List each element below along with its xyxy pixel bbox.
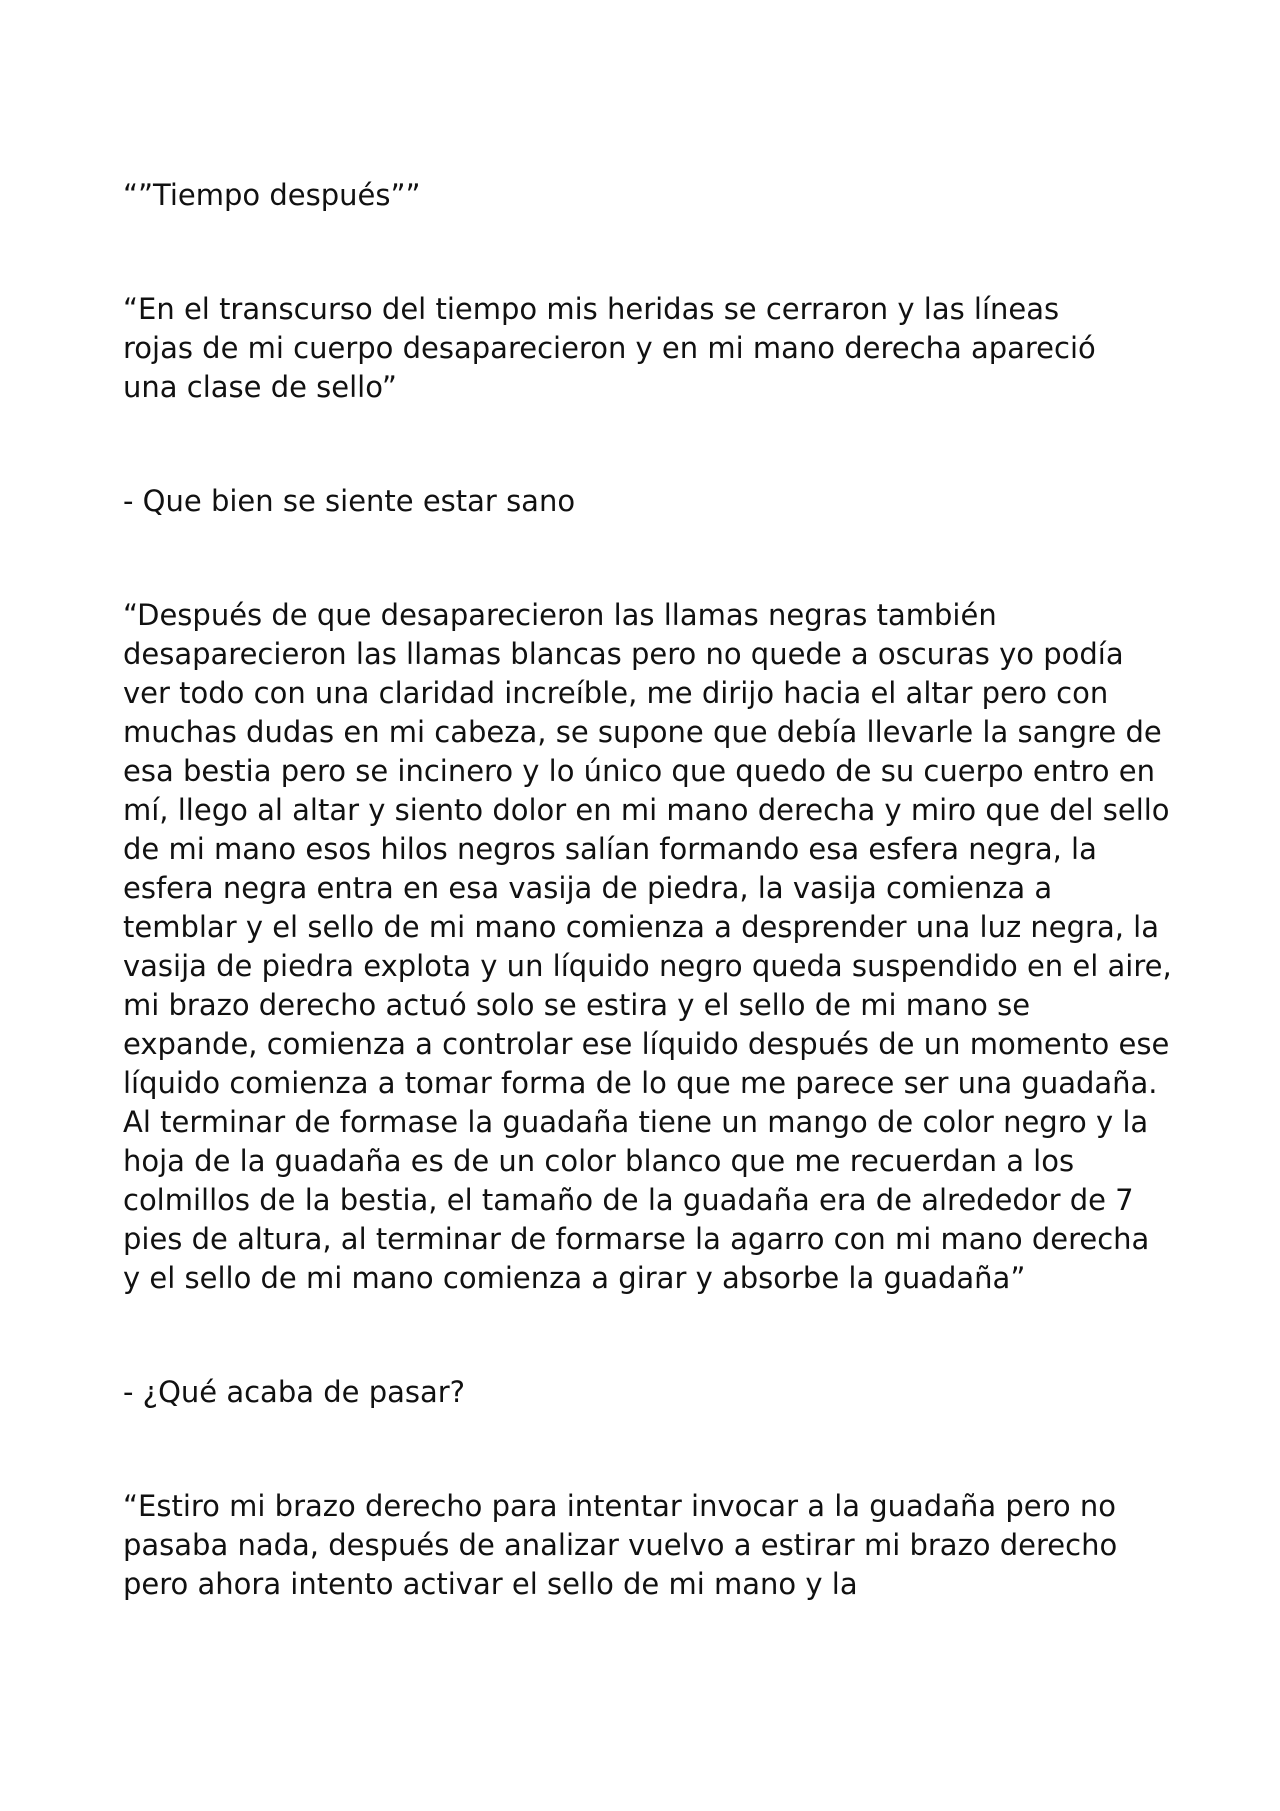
dialogue-line: - ¿Qué acaba de pasar? bbox=[123, 1375, 466, 1409]
narration-paragraph: “En el transcurso del tiempo mis heridas se cerraron y las líneas rojas de mi cuerpo desaparecieron y en mi mano derecha apareció una clase de sello” bbox=[123, 292, 1096, 404]
section-heading: “”Tiempo después”” bbox=[123, 178, 421, 212]
document-body bbox=[123, 176, 1173, 1604]
spacer bbox=[123, 215, 1173, 290]
spacer bbox=[123, 521, 1173, 596]
dialogue-line: - Que bien se siente estar sano bbox=[123, 484, 576, 518]
narration-paragraph: “Estiro mi brazo derecho para intentar invocar a la guadaña pero no pasaba nada, después de analizar vuelvo a estirar mi brazo derecho pero ahora intento activar el sello de mi mano y la bbox=[123, 1489, 1118, 1601]
spacer bbox=[123, 1412, 1173, 1487]
narration-paragraph: “Después de que desaparecieron las llamas negras también desaparecieron las llamas blancas pero no quede a oscuras yo podía ver todo con una claridad increíble, me dirijo hacia el altar pero con muchas dudas en mi cabeza, se supone que debía llevarle la sangre de esa bestia pero se incinero y lo único que quedo de su cuerpo entro en mí, llego al altar y siento dolor en mi mano derecha y miro que del sello de mi mano esos hilos negros salían formando esa esfera negra, la esfera negra entra en esa vasija de piedra, la vasija comienza a temblar y el sello de mi mano comienza a desprender una luz negra, la vasija de piedra explota y un líquido negro queda suspendido en el aire, mi brazo derecho actuó solo se estira y el sello de mi mano se expande, comienza a controlar ese líquido después de un momento ese líquido comienza a tomar forma de lo que me parece ser una guadaña. Al terminar de formase la guadaña tiene un mango de color negro y la hoja de la guadaña es de un color blanco que me recuerdan a los colmillos de la bestia, el tamaño de la guadaña era de alrededor de 7 pies de altura, al terminar de formarse la agarro con mi mano derecha y el sello de mi mano comienza a girar y absorbe la guadaña” bbox=[123, 598, 1172, 1295]
spacer bbox=[123, 1298, 1173, 1373]
spacer bbox=[123, 407, 1173, 482]
